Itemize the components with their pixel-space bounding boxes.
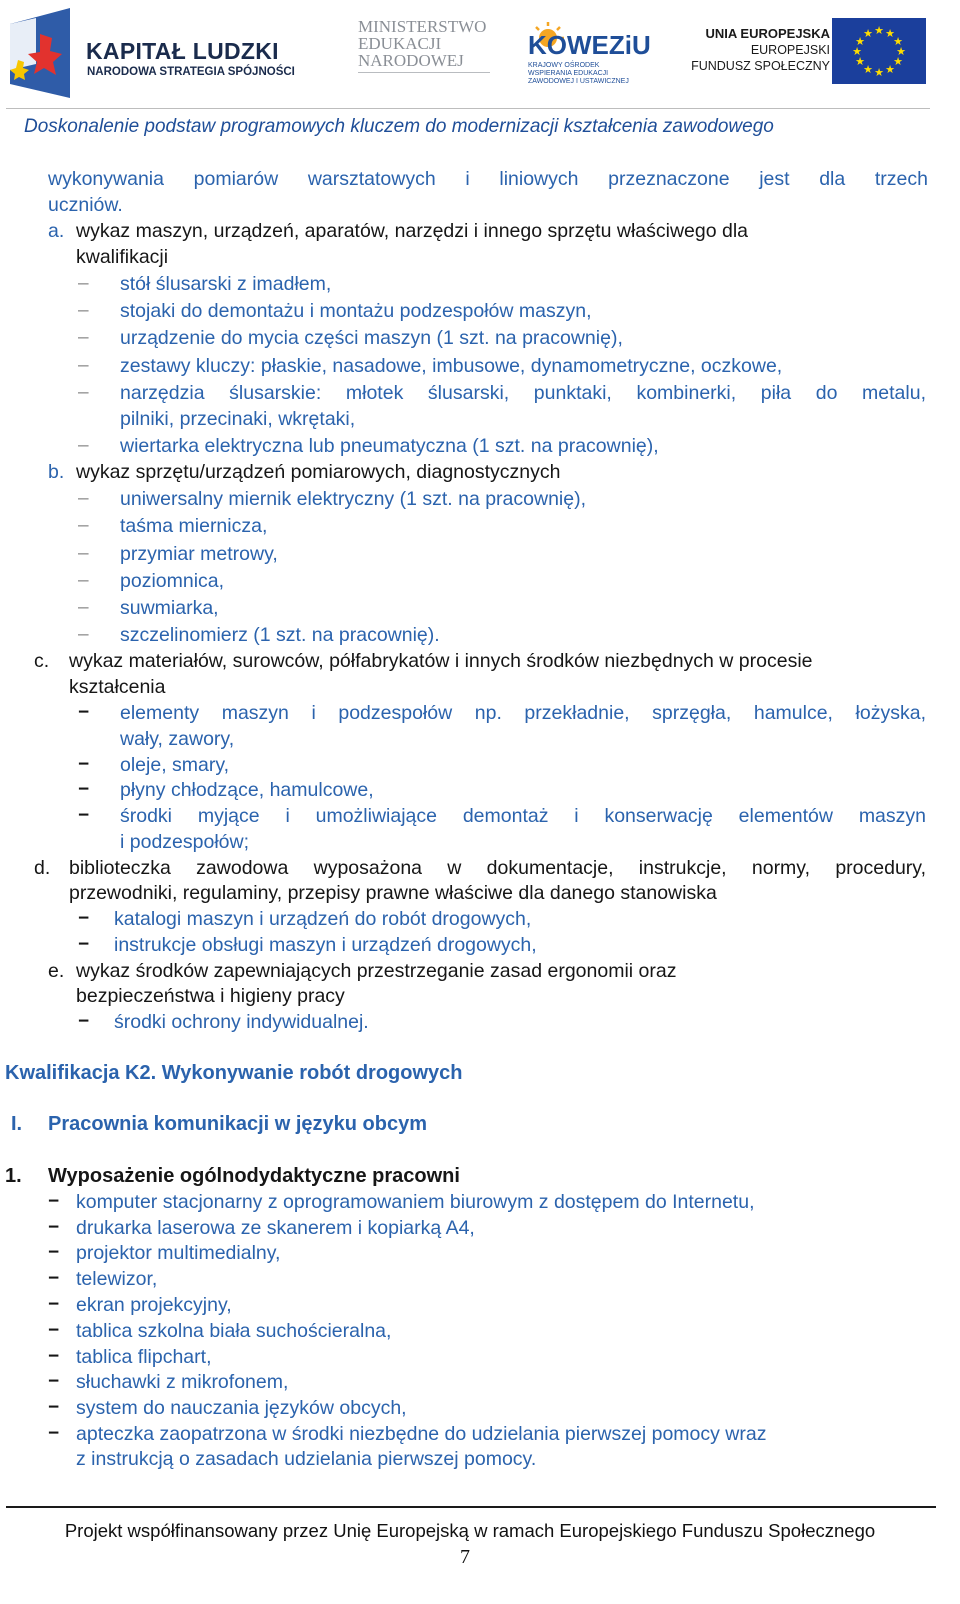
running-title: Doskonalenie podstaw programowych kluczem do modernizacji kształcenia zawodowego <box>24 116 774 137</box>
svg-text:★: ★ <box>893 35 903 48</box>
list-item-cont: pilniki, przecinaki, wkrętaki, <box>120 408 356 430</box>
list-item: poziomnica, <box>120 570 225 592</box>
section-e-marker: e. <box>48 960 65 982</box>
subsection-heading: Wyposażenie ogólnodydaktyczne pracowni <box>48 1165 460 1187</box>
list-item: elementy maszyn i podzespołów np. przekładnie, sprzęgła, hamulce, łożyska, <box>120 702 926 724</box>
list-item: instrukcje obsługi maszyn i urządzeń drogowych, <box>114 934 537 956</box>
svg-text:★: ★ <box>893 55 903 68</box>
list-item: szczelinomierz (1 szt. na pracownię). <box>120 624 440 646</box>
list-bullet: − <box>48 1320 60 1341</box>
list-item: tablica szkolna biała suchościeralna, <box>76 1320 392 1342</box>
list-bullet: – <box>78 570 89 591</box>
eu-line-1: UNIA EUROPEJSKA <box>705 26 830 41</box>
list-bullet: – <box>78 435 89 456</box>
page-number: 7 <box>460 1546 470 1568</box>
list-bullet: − <box>48 1217 60 1238</box>
list-item: oleje, smary, <box>120 754 230 776</box>
list-item-cont: wały, zawory, <box>120 728 235 750</box>
list-item: telewizor, <box>76 1268 158 1290</box>
list-item: środki myjące i umożliwiające demontaż i konserwację elementów maszyn <box>120 805 926 827</box>
list-bullet: − <box>48 1294 60 1315</box>
svg-text:★: ★ <box>855 35 865 48</box>
list-item-cont: z instrukcją o zasadach udzielania pierwszej pomocy. <box>76 1448 537 1470</box>
list-item: narzędzia ślusarskie: młotek ślusarski, punktaki, kombinerki, piła do metalu, <box>120 382 926 404</box>
list-item: system do nauczania języków obcych, <box>76 1397 407 1419</box>
intro-line-2: uczniów. <box>48 194 123 216</box>
kapital-ludzki-emblem-icon <box>6 4 86 102</box>
svg-text:★: ★ <box>896 45 906 58</box>
list-item-cont: i podzespołów; <box>120 831 249 853</box>
list-item: przymiar metrowy, <box>120 543 278 565</box>
svg-text:★: ★ <box>874 24 884 37</box>
section-d-marker: d. <box>34 857 51 879</box>
list-bullet: – <box>78 327 89 348</box>
kapital-ludzki-subtitle: NARODOWA STRATEGIA SPÓJNOŚCI <box>87 66 295 78</box>
list-item: apteczka zaopatrzona w środki niezbędne do udzielania pierwszej pomocy wraz <box>76 1423 767 1445</box>
svg-text:★: ★ <box>852 45 862 58</box>
koweziu-name: KOWEZiU <box>528 30 651 60</box>
section-b-title: wykaz sprzętu/urządzeń pomiarowych, diagnostycznych <box>76 461 561 483</box>
list-item: urządzenie do mycia części maszyn (1 szt. na pracownię), <box>120 327 623 349</box>
ministry-logo <box>358 18 498 69</box>
list-item: projektor multimedialny, <box>76 1242 281 1264</box>
list-item: suwmiarka, <box>120 597 219 619</box>
list-bullet: – <box>78 488 89 509</box>
section-d-title: biblioteczka zawodowa wyposażona w dokumentacje, instrukcje, normy, procedury, <box>69 857 926 879</box>
section-a-title: wykaz maszyn, urządzeń, aparatów, narzędzi i innego sprzętu właściwego dla <box>76 220 749 242</box>
room-marker: I. <box>11 1113 23 1135</box>
list-bullet: − <box>78 779 90 800</box>
svg-text:★: ★ <box>874 66 884 79</box>
list-bullet: – <box>78 515 89 536</box>
svg-text:★: ★ <box>885 27 895 40</box>
section-c-title: wykaz materiałów, surowców, półfabrykatów i innych środków niezbędnych w procesie <box>69 650 813 672</box>
section-a-marker: a. <box>48 220 65 242</box>
list-item: stół ślusarski z imadłem, <box>120 273 332 295</box>
section-c-title-cont: kształcenia <box>69 676 166 698</box>
room-heading: Pracownia komunikacji w języku obcym <box>48 1113 428 1135</box>
list-item: środki ochrony indywidualnej. <box>114 1011 369 1033</box>
list-item: komputer stacjonarny z oprogramowaniem biurowym z dostępem do Internetu, <box>76 1191 755 1213</box>
list-bullet: − <box>48 1397 60 1418</box>
list-bullet: – <box>78 273 89 294</box>
ministry-line-1: MINISTERSTWO <box>358 17 487 36</box>
list-item: tablica flipchart, <box>76 1346 212 1368</box>
list-bullet: – <box>78 543 89 564</box>
list-bullet: − <box>48 1268 60 1289</box>
list-bullet: − <box>78 754 90 775</box>
eu-line-3: FUNDUSZ SPOŁECZNY <box>691 59 830 73</box>
eu-text <box>690 26 830 74</box>
footer-rule <box>6 1506 936 1508</box>
list-item: stojaki do demontażu i montażu podzespołów maszyn, <box>120 300 592 322</box>
ministry-line-3: NARODOWEJ <box>358 51 464 70</box>
list-bullet: − <box>48 1191 60 1212</box>
list-bullet: − <box>48 1371 60 1392</box>
list-item: katalogi maszyn i urządzeń do robót drogowych, <box>114 908 532 930</box>
kapital-ludzki-title: KAPITAŁ LUDZKI <box>86 38 279 64</box>
footer-text: Projekt współfinansowany przez Unię Europejską w ramach Europejskiego Funduszu Społecznego <box>64 1520 876 1541</box>
list-item: drukarka laserowa ze skanerem i kopiarką A4, <box>76 1217 475 1239</box>
eu-flag-icon <box>832 18 926 84</box>
section-c-marker: c. <box>34 650 50 672</box>
koweziu-subtitle: KRAJOWY OŚRODEK WSPIERANIA EDUKACJI ZAWODOWEJ I USTAWICZNEJ <box>528 62 629 85</box>
list-item: płyny chłodzące, hamulcowe, <box>120 779 374 801</box>
section-e-title: wykaz środków zapewniających przestrzeganie zasad ergonomii oraz <box>76 960 677 982</box>
list-bullet: – <box>78 300 89 321</box>
list-bullet: − <box>78 702 90 723</box>
section-a-title-cont: kwalifikacji <box>76 246 169 268</box>
list-item: uniwersalny miernik elektryczny (1 szt. na pracownię), <box>120 488 587 510</box>
list-item: wiertarka elektryczna lub pneumatyczna (1 szt. na pracownię), <box>120 435 659 457</box>
svg-text:★: ★ <box>885 63 895 76</box>
qualification-heading: Kwalifikacja K2. Wykonywanie robót drogowych <box>5 1062 463 1084</box>
list-bullet: – <box>78 382 89 403</box>
list-item: słuchawki z mikrofonem, <box>76 1371 289 1393</box>
subsection-marker: 1. <box>5 1165 22 1187</box>
list-bullet: − <box>78 934 90 955</box>
intro-line-1: wykonywania pomiarów warsztatowych i liniowych przeznaczone jest dla trzech <box>48 168 928 190</box>
header-rule <box>6 108 930 109</box>
eu-line-2: EUROPEJSKI <box>750 43 830 57</box>
list-bullet: − <box>48 1242 60 1263</box>
section-e-title-cont: bezpieczeństwa i higieny pracy <box>76 985 345 1007</box>
list-item: ekran projekcyjny, <box>76 1294 232 1316</box>
list-item: zestawy kluczy: płaskie, nasadowe, imbusowe, dynamometryczne, oczkowe, <box>120 355 783 377</box>
list-bullet: − <box>48 1423 60 1444</box>
list-bullet: – <box>78 624 89 645</box>
svg-text:★: ★ <box>863 27 873 40</box>
section-b-marker: b. <box>48 461 65 483</box>
section-d-title-cont: przewodniki, regulaminy, przepisy prawne właściwe dla danego stanowiska <box>69 882 717 904</box>
ministry-line-2: EDUKACJI <box>358 34 442 53</box>
list-bullet: – <box>78 355 89 376</box>
list-bullet: − <box>78 1011 90 1032</box>
list-item: taśma miernicza, <box>120 515 268 537</box>
list-bullet: − <box>78 805 90 826</box>
ministry-underline <box>358 72 490 73</box>
svg-text:★: ★ <box>863 63 873 76</box>
svg-text:★: ★ <box>855 55 865 68</box>
list-bullet: − <box>78 908 90 929</box>
list-bullet: – <box>78 597 89 618</box>
list-bullet: − <box>48 1346 60 1367</box>
